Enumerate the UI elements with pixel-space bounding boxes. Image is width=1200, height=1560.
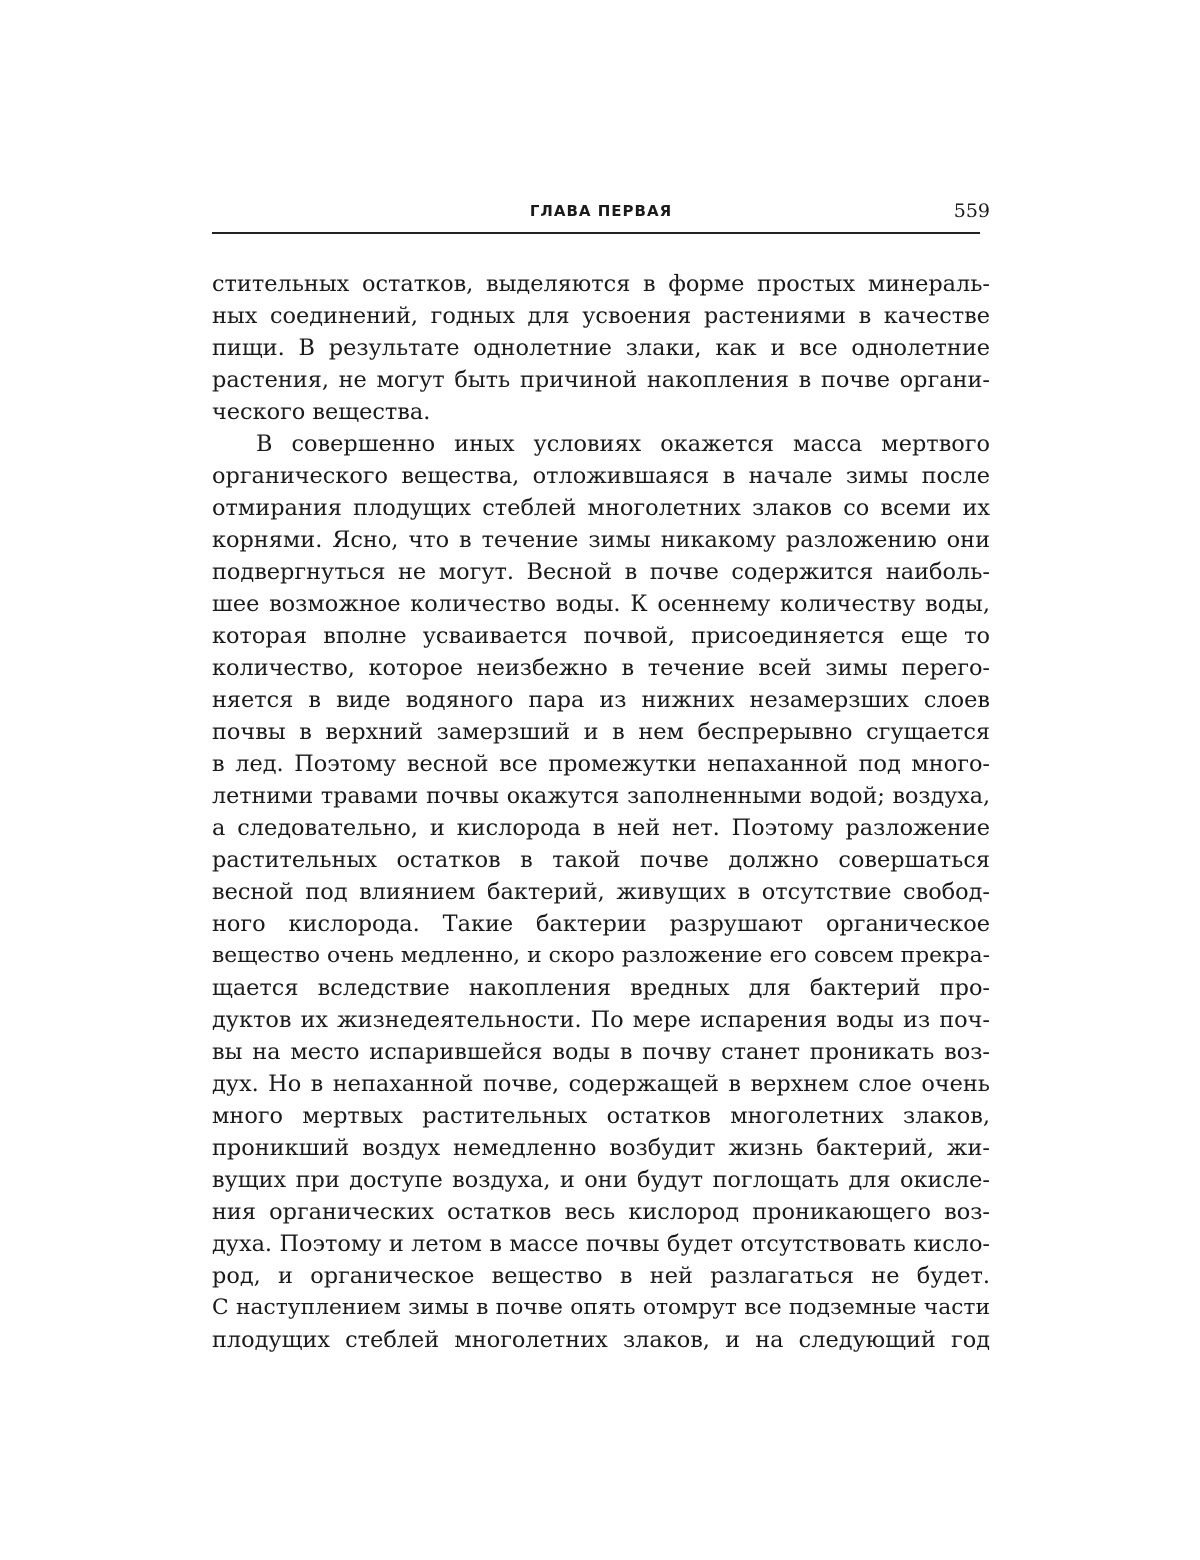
text-line: ного кислорода. Такие бактерии разрушают органическое [212, 911, 990, 937]
text-line: весной под влиянием бактерий, живущих в отсутствие свобод- [212, 879, 990, 905]
text-line: духа. Поэтому и летом в массе почвы будет отсутствовать кисло- [212, 1231, 990, 1257]
text-line: отмирания плодущих стеблей многолетних злаков со всеми их [212, 495, 990, 521]
text-line: корнями. Ясно, что в течение зимы никакому разложению они [212, 527, 990, 553]
text-line: подвергнуться не могут. Весной в почве содержится наиболь- [212, 559, 990, 585]
text-line: количество, которое неизбежно в течение всей зимы перего- [212, 655, 990, 681]
paragraph [212, 268, 990, 428]
text-line: ных соединений, годных для усвоения растениями в качестве [212, 303, 990, 329]
text-line: в лед. Поэтому весной все промежутки непаханной под много- [212, 751, 990, 777]
text-line: В совершенно иных условиях окажется масса мертвого [256, 431, 990, 457]
text-line: дуктов их жизнедеятельности. По мере испарения воды из поч- [212, 1007, 990, 1033]
text-line: ния органических остатков весь кислород проникающего воз- [212, 1199, 990, 1225]
text-line: а следовательно, и кислорода в ней нет. Поэтому разложение [212, 815, 990, 841]
text-line: стительных остатков, выделяются в форме простых минераль- [212, 271, 990, 297]
text-line: плодущих стеблей многолетних злаков, и на следующий год [212, 1327, 990, 1353]
text-line: няется в виде водяного пара из нижних незамерзших слоев [212, 687, 990, 713]
header-rule [212, 232, 980, 234]
text-line: вущих при доступе воздуха, и они будут поглощать для окисле- [212, 1167, 990, 1193]
text-line: растения, не могут быть причиной накопления в почве органи- [212, 367, 990, 393]
text-line: С наступлением зимы в почве опять отомрут все подземные части [212, 1295, 990, 1320]
text-line: пищи. В результате однолетние злаки, как и все однолетние [212, 335, 990, 361]
text-line: которая вполне усваивается почвой, присоединяется еще то [212, 623, 990, 649]
paragraph [212, 428, 990, 1356]
text-line: вещество очень медленно, и скоро разложение его совсем прекра- [212, 943, 990, 968]
body-text [212, 268, 990, 1356]
text-line: органического вещества, отложившаяся в начале зимы после [212, 463, 990, 489]
text-line: почвы в верхний замерзший и в нем беспрерывно сгущается [212, 719, 990, 745]
text-line: щается вследствие накопления вредных для бактерий про- [212, 975, 990, 1001]
running-head [212, 202, 990, 226]
text-line: шее возможное количество воды. К осеннему количеству воды, [212, 591, 990, 617]
text-line: дух. Но в непаханной почве, содержащей в верхнем слое очень [212, 1071, 990, 1097]
page-number: 559 [953, 200, 990, 222]
chapter-title: ГЛАВА ПЕРВАЯ [529, 202, 673, 220]
text-line: вы на место испарившейся воды в почву станет проникать воз- [212, 1039, 990, 1065]
text-line: род, и органическое вещество в ней разлагаться не будет. [212, 1263, 990, 1289]
text-line: много мертвых растительных остатков многолетних злаков, [212, 1103, 990, 1129]
text-line: проникший воздух немедленно возбудит жизнь бактерий, жи- [212, 1135, 990, 1161]
text-line: растительных остатков в такой почве должно совершаться [212, 847, 990, 873]
text-line: летними травами почвы окажутся заполненными водой; воздуха, [212, 783, 990, 809]
text-line: ческого вещества. [212, 399, 431, 425]
